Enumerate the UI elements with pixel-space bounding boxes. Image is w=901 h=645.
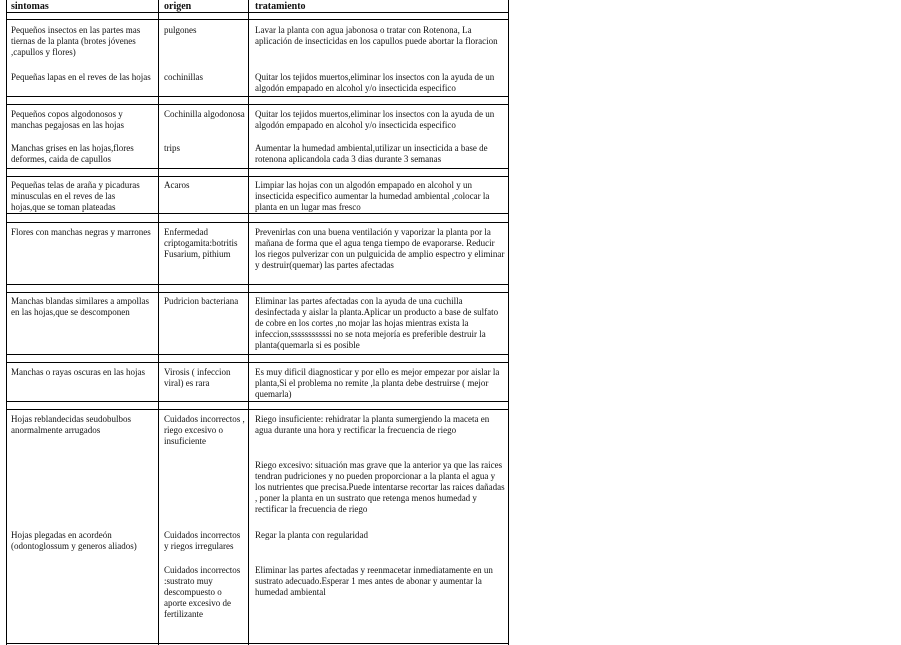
table-cell-origen: Cuidados incorrectos y riegos irregulares: [164, 530, 241, 551]
header-sintomas: sintomas: [11, 1, 49, 12]
row-separator: [6, 362, 509, 363]
table-cell-sintomas: Pequeñas telas de araña y picaduras minusculas en el reves de las hojas,que se toman plateadas: [11, 180, 140, 212]
table-cell-origen: Enfermedad criptogamita:botritis Fusarium, pithium: [164, 227, 238, 259]
table-cell-tratamiento: Eliminar las partes afectadas con la ayuda de una cuchilla desinfectada y aislar la planta.Aplicar un producto a base de sulfato de cobre en los cortes ,no mojar las hojas mientras exista la infeccion,sssssssssssi no se nota mejoría es preferible destruir la planta(quemarla si es posible: [255, 296, 499, 350]
table-cell-tratamiento: Quitar los tejidos muertos,eliminar los insectos con la ayuda de un algodón empapado en alcohol y/o insecticida especifico: [255, 72, 495, 93]
table-cell-origen: pulgones: [164, 25, 197, 35]
table-cell-origen: trips: [164, 143, 181, 153]
table-cell-tratamiento: Aumentar la humedad ambiental,utilizar un insecticida a base de rotenona aplicandola cada 3 dias durante 3 semanas: [255, 143, 488, 164]
row-separator: [6, 19, 509, 20]
table-cell-tratamiento: Lavar la planta con agua jabonosa o tratar con Rotenona, La aplicación de insecticidas en los capullos puede abortar la floracion: [255, 25, 498, 46]
table-cell-sintomas: Hojas plegadas en acordeón (odontoglossum y generos aliados): [11, 530, 137, 551]
row-separator: [6, 168, 509, 169]
table-cell-tratamiento-2: Eliminar las partes afectadas y reenmacetar inmediatamente en un sustrato adecuado.Esperar 1 mes antes de abonar y aumentar la humedad ambiental: [255, 565, 493, 597]
row-separator: [6, 12, 509, 13]
table-cell-sintomas: Flores con manchas negras y marrones: [11, 227, 151, 237]
row-separator: [6, 409, 509, 410]
table-cell-sintomas: Pequeñas lapas en el reves de las hojas: [11, 72, 151, 82]
table-cell-sintomas: Manchas grises en las hojas,flores deformes, caida de capullos: [11, 143, 134, 164]
table-cell-tratamiento: Riego insuficiente: rehidratar la planta sumergiendo la maceta en agua durante una hora y rectificar la frecuencia de riego: [255, 414, 490, 435]
table-cell-sintomas: Manchas blandas similares a ampollas en las hojas,que se descomponen: [11, 296, 149, 317]
table-cell-tratamiento: Es muy dificil diagnosticar y por ello es mejor empezar por aislar la planta,Si el problema no remite ,la planta debe destruirse ( mejor quemarla): [255, 367, 500, 399]
row-separator: [6, 222, 509, 223]
header-tratamiento: tratamiento: [255, 1, 306, 12]
table-cell-tratamiento-2: Riego excesivo: situación mas grave que la anterior ya que las raices tendran pudriciones y no pueden proporcionar a la planta el agua y los nutrientes que precisa.Puede intentarse recortar las raices dañadas , poner la planta en un sustrato que retenga menos humedad y rectificar la frecuencia de riego: [255, 460, 505, 514]
row-separator: [6, 213, 509, 214]
row-separator: [6, 104, 509, 105]
table-cell-origen: cochinillas: [164, 72, 203, 82]
table-cell-origen: Virosis ( infeccion viral) es rara: [164, 367, 231, 388]
table-cell-origen: Acaros: [164, 180, 190, 190]
table-cell-origen: Pudricion bacteriana: [164, 296, 239, 306]
table-cell-sintomas: Manchas o rayas oscuras en las hojas: [11, 367, 145, 377]
row-separator: [6, 354, 509, 355]
table-cell-sintomas: Hojas reblandecidas seudobulbos anormalmente arrugados: [11, 414, 131, 435]
table-cell-tratamiento: Quitar los tejidos muertos,eliminar los insectos con la ayuda de un algodón empapado en alcohol y/o insecticida especifico: [255, 109, 495, 130]
table-cell-tratamiento: Prevenirlas con una buena ventilación y vaporizar la planta por la mañana de forma que el agua tenga tiempo de evaporarse. Reducir los riegos pulverizar con un pulguicida de amplio espectro y eliminar y destruir(quemar) las partes afectadas: [255, 227, 505, 270]
row-separator: [6, 176, 509, 177]
row-separator: [6, 96, 509, 97]
table-cell-sintomas: Pequeños copos algodonosos y manchas pegajosas en las hojas: [11, 109, 124, 130]
header-origen: origen: [164, 1, 192, 12]
table-border-bottom: [6, 643, 509, 644]
row-separator: [6, 284, 509, 285]
table-cell-origen-2: Cuidados incorrectos :sustrato muy descompuesto o aporte excesivo de fertilizante: [164, 565, 241, 619]
table-cell-tratamiento: Limpiar las hojas con un algodón empapado en alcohol y un insecticida especifico aumentar la humedad ambiental ,colocar la planta en un lugar mas fresco: [255, 180, 490, 212]
table-cell-tratamiento: Regar la planta con regularidad: [255, 530, 368, 540]
row-separator: [6, 401, 509, 402]
table-cell-origen: Cuidados incorrectos , riego excesivo o insuficiente: [164, 414, 245, 446]
table-cell-origen: Cochinilla algodonosa: [164, 109, 245, 119]
row-separator: [6, 292, 509, 293]
table-cell-sintomas: Pequeños insectos en las partes mas tiernas de la planta (brotes jóvenes ,capullos y flores): [11, 25, 141, 57]
